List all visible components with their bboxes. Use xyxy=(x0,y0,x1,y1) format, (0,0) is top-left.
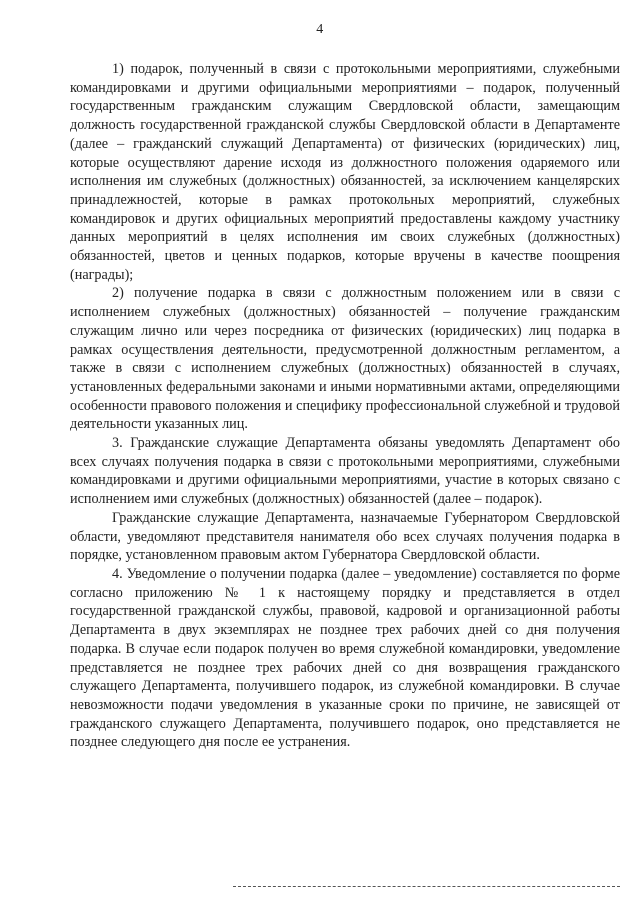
paragraph-item-2-gift-receipt-definition: 2) получение подарка в связи с должностным положением или в связи с исполнением служебных (должностных) обязанностей – получение гражданским служащим лично или через посредника от физических (юридических) лиц подарка в рамках осуществления деятельности, предусмотренной должностным регламентом, а также в связи с исполнением служебных (должностных) обязанностей в случаях, установленных федеральными законами и иными нормативными актами, определяющими особенности правового положения и специфику профессиональной служебной и трудовой деятельности указанных лиц. xyxy=(70,285,620,433)
paragraph-clause-3-notification-duty: 3. Гражданские служащие Департамента обязаны уведомлять Департамент обо всех случаях получения подарка в связи с протокольными мероприятиями, служебными командировками и другими официальными мероприятиями, участие в которых связано с исполнением ими служебных (должностных) обязанностей (далее – подарок). xyxy=(70,435,620,508)
footer-divider xyxy=(233,886,620,887)
page-number: 4 xyxy=(316,22,324,37)
paragraph-item-1-gift-definition: 1) подарок, полученный в связи с протокольными мероприятиями, служебными командировками и другими официальными мероприятиями – подарок, полученный государственным гражданским служащим Свердловской области, замещающим должность государственной гражданской службы Свердловской области в Департаменте (далее – гражданский служащий Департамента) от физических (юридических) лиц, которые осуществляют дарение исходя из должностного положения одаряемого или исполнения им служебных (должностных) обязанностей, за исключением канцелярских принадлежностей, которые в рамках протокольных мероприятий, служебных командировок и других официальных мероприятий предоставлены каждому участнику данных мероприятий в целях исполнения им своих служебных (должностных) обязанностей, цветов и ценных подарков, которые вручены в качестве поощрения (награды); xyxy=(70,61,620,283)
document-body xyxy=(70,60,620,752)
paragraph-clause-3-governor-appointees: Гражданские служащие Департамента, назначаемые Губернатором Свердловской области, уведомляют представителя нанимателя обо всех случаях получения подарка в порядке, установленном правовым актом Губернатора Свердловской области. xyxy=(70,509,620,564)
paragraph-clause-4-notification-procedure: 4. Уведомление о получении подарка (далее – уведомление) составляется по форме согласно приложению № 1 к настоящему порядку и представляется в отдел государственной гражданской службы, правовой, кадровой и организационной работы Департамента в двух экземплярах не позднее трех рабочих дней со дня получения подарка. В случае если подарок получен во время служебной командировки, уведомление представляется не позднее трех рабочих дней со дня возвращения гражданского служащего Департамента, получившего подарок, из служебной командировки. В случае невозможности подачи уведомления в указанные сроки по причине, не зависящей от гражданского служащего Департамента, получившего подарок, оно представляется не позднее следующего дня после ее устранения. xyxy=(70,565,620,751)
